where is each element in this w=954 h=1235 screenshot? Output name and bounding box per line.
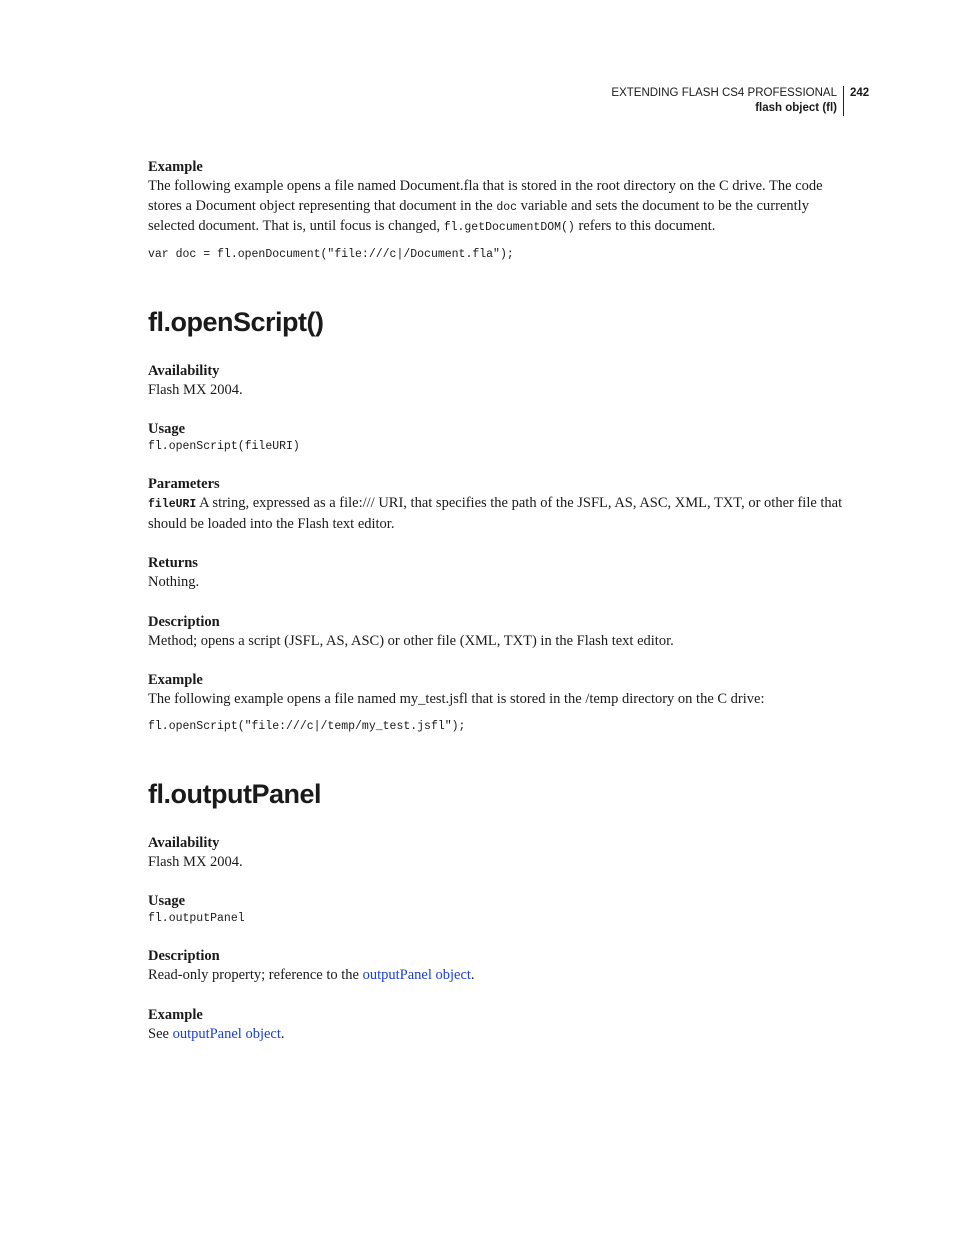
page-content [148, 157, 848, 1044]
openscript-availability-label: Availability [148, 362, 220, 379]
inline-code-doc: doc [496, 200, 518, 214]
openscript-parameter [148, 494, 848, 534]
header-title: EXTENDING FLASH CS4 PROFESSIONAL [611, 87, 837, 99]
openscript-description: Method; opens a script (JSFL, AS, ASC) or other file (XML, TXT) in the Flash text editor. [148, 632, 674, 649]
openscript-usage-label: Usage [148, 421, 186, 437]
outputpanel-example-link[interactable]: outputPanel object [172, 1025, 281, 1042]
param-description: A string, expressed as a file:/// URI, that specifies the path of the JSFL, AS, ASC, XML, TXT, or other file that should be loaded into the Flash text editor. [148, 495, 843, 532]
heading-outputpanel: fl.outputPanel [148, 778, 321, 809]
outputpanel-availability: Flash MX 2004. [148, 853, 243, 870]
openscript-example-label: Example [148, 672, 203, 688]
intro-example-section [148, 157, 848, 263]
openscript-example-code: fl.openScript("file:///c|/temp/my_test.jsfl"); [148, 719, 466, 733]
openscript-usage: fl.openScript(fileURI) [148, 440, 300, 453]
outputpanel-example [148, 1025, 848, 1045]
openscript-example-text: The following example opens a file named my_test.jsfl that is stored in the /temp directory on the C drive: [148, 691, 765, 707]
intro-text-1: The following example opens a file named Document.fla that is stored in the root directory on the C drive. The code stores a Document object representing that document in the [148, 178, 823, 214]
outputpanel-usage: fl.outputPanel [148, 912, 245, 925]
outputpanel-example-text: See [148, 1025, 173, 1042]
openscript-parameters-label: Parameters [148, 476, 220, 492]
outputpanel-usage-label: Usage [148, 893, 186, 909]
intro-example-label: Example [148, 159, 203, 175]
outputpanel-description [148, 966, 848, 986]
intro-text-2: variable and sets the document to be the currently selected document. That is, until focus is changed, [148, 197, 809, 234]
outputpanel-example-end: . [280, 1025, 285, 1042]
outputpanel-description-end: . [470, 967, 475, 983]
openscript-description-label: Description [148, 613, 220, 630]
param-name-fileuri: fileURI [148, 498, 197, 511]
outputpanel-description-text: Read-only property; reference to the [148, 967, 363, 983]
intro-text-3: refers to this document. [574, 218, 716, 234]
openscript-returns-label: Returns [148, 555, 198, 571]
inline-code-getdocumentdom: fl.getDocumentDOM() [443, 221, 575, 234]
heading-openscript: fl.openScript() [148, 306, 324, 337]
intro-example-code: var doc = fl.openDocument("file:///c|/Document.fla"); [148, 247, 514, 261]
openscript-availability: Flash MX 2004. [148, 381, 243, 398]
openscript-returns: Nothing. [148, 574, 200, 590]
outputpanel-example-label: Example [148, 1006, 203, 1023]
outputpanel-description-label: Description [148, 948, 220, 964]
header-subtitle: flash object (fl) [755, 102, 837, 114]
outputpanel-object-link[interactable]: outputPanel object [362, 967, 471, 983]
intro-example-text [148, 177, 848, 238]
running-header [611, 86, 844, 116]
page-number: 242 [850, 87, 870, 99]
outputpanel-availability-label: Availability [148, 834, 220, 851]
